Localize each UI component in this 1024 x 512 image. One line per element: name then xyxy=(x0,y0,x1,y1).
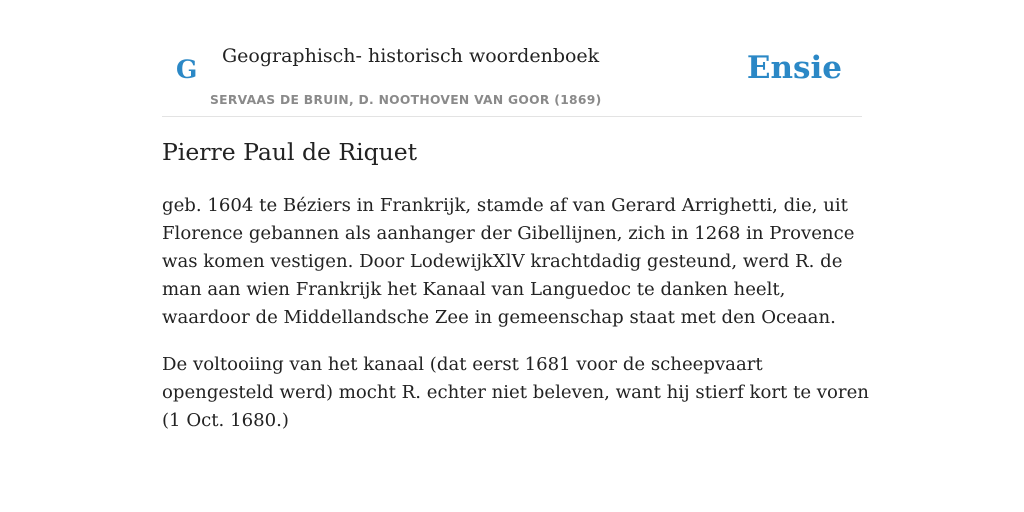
entry-paragraph: De voltooiing van het kanaal (dat eerst 1681 voor de scheepvaart opengesteld werd) mocht R. echter niet beleven, want hij stierf kort te voren (1 Oct. 1680.) xyxy=(162,354,869,431)
entry-body xyxy=(162,192,872,454)
book-title-link[interactable]: Geographisch- historisch woordenboek xyxy=(222,45,600,67)
ensie-logo[interactable]: Ensie xyxy=(746,50,842,86)
entry-title: Pierre Paul de Riquet xyxy=(162,138,418,166)
book-authors: SERVAAS DE BRUIN, D. NOOTHOVEN VAN GOOR (1869) xyxy=(210,93,602,107)
book-logo-letter[interactable]: G xyxy=(176,55,198,84)
header xyxy=(162,38,862,117)
entry-paragraph: geb. 1604 te Béziers in Frankrijk, stamde af van Gerard Arrighetti, die, uit Florence gebannen als aanhanger der Gibellijnen, zich in 1268 in Provence was komen vestigen. Door LodewijkXlV krachtdadig gesteund, werd R. de man aan wien Frankrijk het Kanaal van Languedoc te danken heelt, waardoor de Middellandsche Zee in gemeenschap staat met den Oceaan. xyxy=(162,195,855,328)
